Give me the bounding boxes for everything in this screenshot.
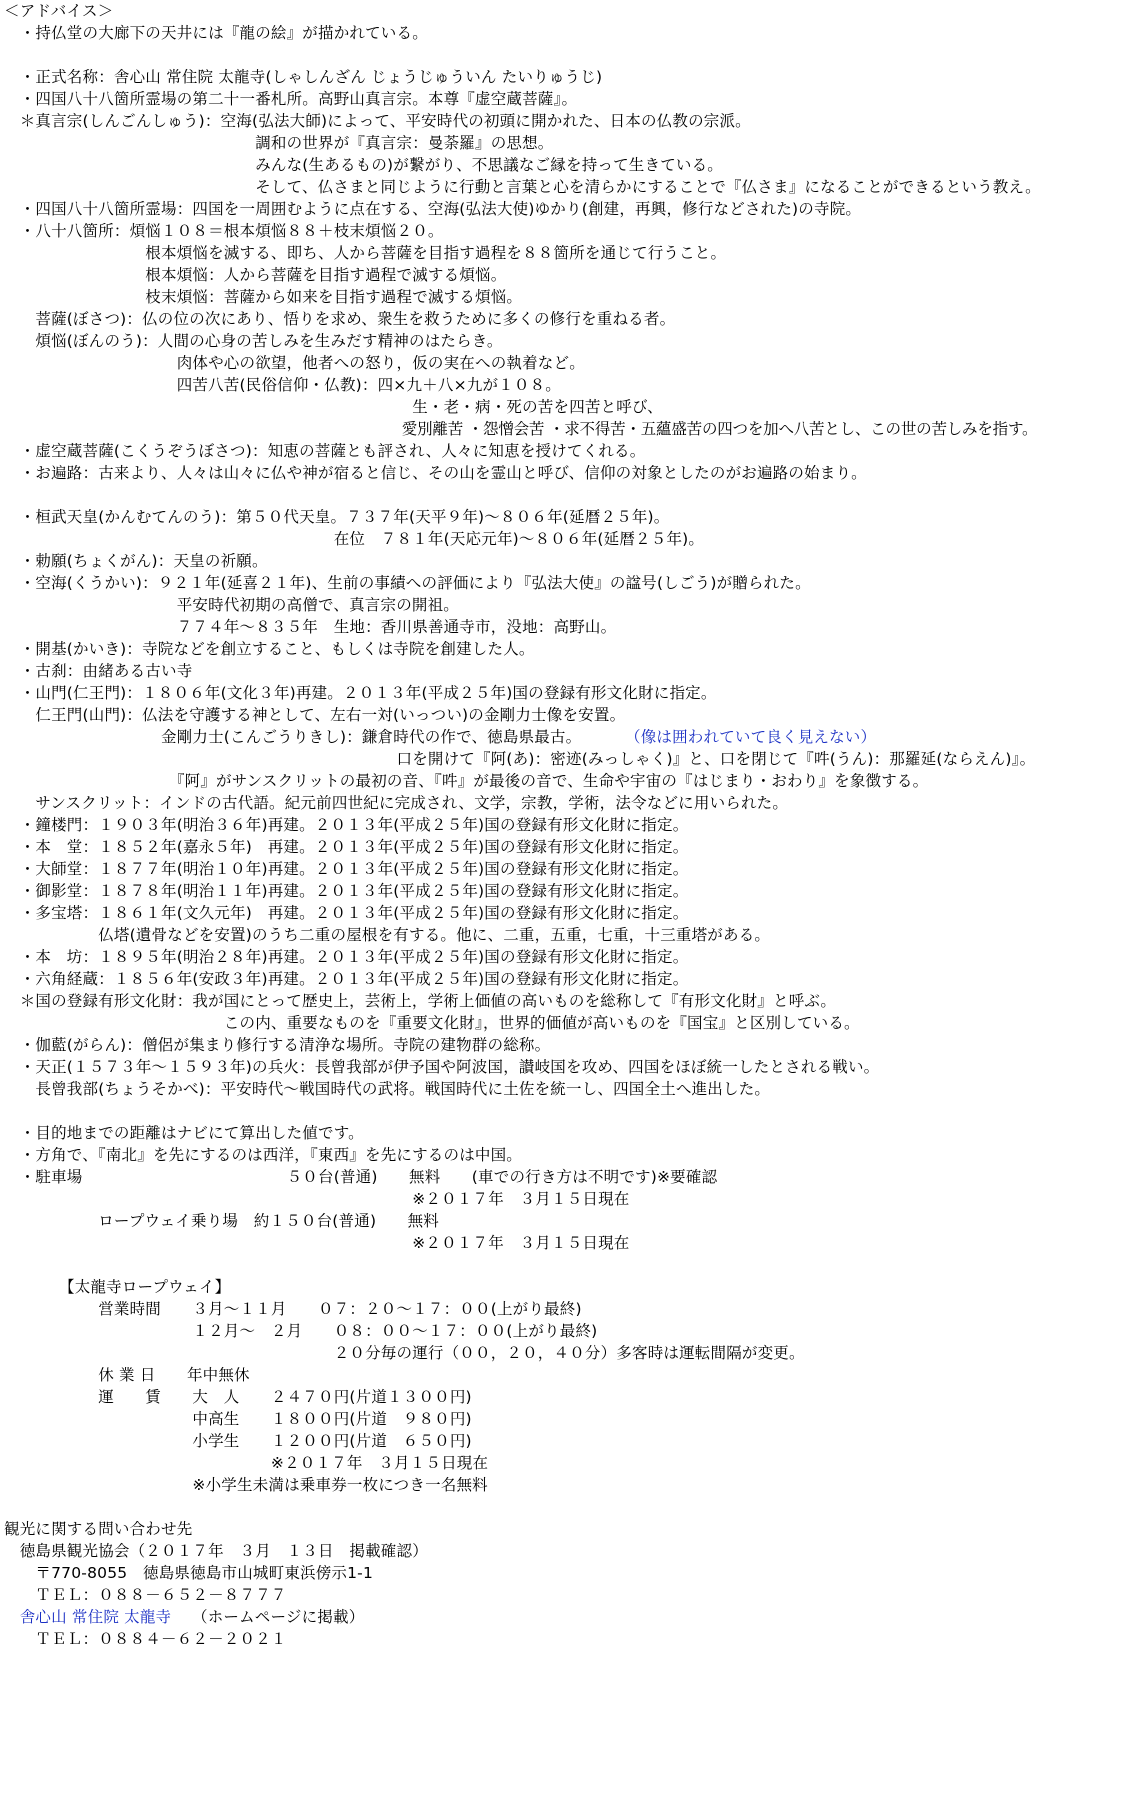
contact-heading: 観光に関する問い合わせ先 xyxy=(4,1520,193,1538)
doc-line: ・持仏堂の大廊下の天井には『龍の絵』が描かれている。 xyxy=(4,24,428,42)
doc-line: ・虚空蔵菩薩(こくうぞうぼさつ)：知恵の菩薩とも評され、人々に知恵を授けてくれる。 xyxy=(4,442,646,460)
doc-line: 愛別離苦 ・怨憎会苦 ・求不得苦・五蘊盛苦の四つを加へ八苦とし、この世の苦しみを指す。 xyxy=(4,420,1038,438)
ropeway-line: 中高生 １８００円(片道 ９８０円) xyxy=(4,1410,472,1428)
contact-line: ＴＥＬ：０８８－６５２－８７７７ xyxy=(4,1586,287,1604)
doc-line: ・八十八箇所：煩悩１０８＝根本煩悩８８＋枝末煩悩２０。 xyxy=(4,222,444,240)
doc-line: ・古刹：由緒ある古い寺 xyxy=(4,662,193,680)
doc-line: 煩悩(ぼんのう)：人間の心身の苦しみを生みだす精神のはたらき。 xyxy=(4,332,503,350)
doc-line: みんな(生あるもの)が繋がり、不思議なご縁を持って生きている。 xyxy=(4,156,723,174)
doc-line: 根本煩悩を滅する、即ち、人から菩薩を目指す過程を８８箇所を通じて行うこと。 xyxy=(4,244,727,262)
ropeway-line: 小学生 １２００円(片道 ６５０円) xyxy=(4,1432,472,1450)
doc-line: ・四国八十八箇所霊場の第二十一番札所。高野山真言宗。本尊『虚空蔵菩薩』。 xyxy=(4,90,578,108)
doc-line: 平安時代初期の高僧で、真言宗の開祖。 xyxy=(4,596,459,614)
parking-line: ・駐車場 ５０台(普通) 無料 (車での行き方は不明です)※要確認 xyxy=(4,1168,718,1186)
ropeway-line: 休 業 日 年中無休 xyxy=(4,1366,250,1384)
doc-line: ・目的地までの距離はナビにて算出した値です。 xyxy=(4,1124,364,1142)
doc-line: ・四国八十八箇所霊場：四国を一周囲むように点在する、空海(弘法大使)ゆかり(創建，再興，修行などされた)の寺院。 xyxy=(4,200,862,218)
doc-line: ・空海(くうかい)：９２１年(延喜２１年)、生前の事績への評価により『弘法大使』の諡号(しごう)が贈られた。 xyxy=(4,574,811,592)
ropeway-line: １２月～ ２月 ０８：００～１７：００(上がり最終) xyxy=(4,1322,598,1340)
doc-line: ・お遍路：古来より、人々は山々に仏や神が宿ると信じ、その山を霊山と呼び、信仰の対象としたのがお遍路の始まり。 xyxy=(4,464,867,482)
doc-line: ・多宝塔：１８６１年(文久元年) 再建。２０１３年(平成２５年)国の登録有形文化財に指定。 xyxy=(4,904,689,922)
doc-line: 口を開けて『阿(あ)：密迹(みっしゃく)』と、口を閉じて『吽(うん)：那羅延(ならえん)』。 xyxy=(4,750,1036,768)
doc-line: 菩薩(ぼさつ)：仏の位の次にあり、悟りを求め、衆生を救うために多くの修行を重ねる者。 xyxy=(4,310,676,328)
doc-line: 仏塔(遺骨などを安置)のうち二重の屋根を有する。他に、二重，五重，七重，十三重塔がある。 xyxy=(4,926,771,944)
parking-line: ※２０１７年 ３月１５日現在 xyxy=(4,1234,630,1252)
doc-line: ・山門(仁王門)：１８０６年(文化３年)再建。２０１３年(平成２５年)国の登録有形文化財に指定。 xyxy=(4,684,717,702)
doc-line: ・鐘楼門：１９０３年(明治３６年)再建。２０１３年(平成２５年)国の登録有形文化財に指定。 xyxy=(4,816,689,834)
ropeway-line: ※小学生未満は乗車券一枚につき一名無料 xyxy=(4,1476,488,1494)
doc-line: 長曾我部(ちょうそかべ)：平安時代～戦国時代の武将。戦国時代に土佐を統一し、四国全土へ進出した。 xyxy=(4,1080,771,1098)
doc-line: 肉体や心の欲望，他者への怒り，仮の実在への執着など。 xyxy=(4,354,585,372)
doc-line: ・御影堂：１８７８年(明治１１年)再建。２０１３年(平成２５年)国の登録有形文化財に指定。 xyxy=(4,882,689,900)
doc-line: ・本 堂：１８５２年(嘉永５年) 再建。２０１３年(平成２５年)国の登録有形文化財に指定。 xyxy=(4,838,689,856)
ropeway-line: 運 賃 大 人 ２４７０円(片道１３００円) xyxy=(4,1388,472,1406)
doc-line: 枝末煩悩：菩薩から如来を目指す過程で滅する煩悩。 xyxy=(4,288,523,306)
doc-line: ＊真言宗(しんごんしゅう)：空海(弘法大師)によって、平安時代の初頭に開かれた、日本の仏教の宗派。 xyxy=(4,112,751,130)
doc-line: 仁王門(山門)：仏法を守護する神として、左右一対(いっつい)の金剛力士像を安置。 xyxy=(4,706,626,724)
doc-line: ・勅願(ちょくがん)：天皇の祈願。 xyxy=(4,552,268,570)
temple-homepage-link[interactable]: 舎心山 常住院 太龍寺 xyxy=(4,1608,172,1626)
doc-line: ・正式名称：舎心山 常住院 太龍寺(しゃしんざん じょうじゅういん たいりゅうじ) xyxy=(4,68,603,86)
ropeway-line: ※２０１７年 ３月１５日現在 xyxy=(4,1454,489,1472)
doc-line: この内、重要なものを『重要文化財』，世界的価値が高いものを『国宝』と区別している。 xyxy=(4,1014,860,1032)
contact-line: ＴＥＬ：０８８４－６２－２０２１ xyxy=(4,1630,287,1648)
doc-line: サンスクリット：インドの古代語。紀元前四世紀に完成され、文学，宗教，学術，法令などに用いられた。 xyxy=(4,794,789,812)
doc-line: 金剛力士(こんごうりきし)：鎌倉時代の作で、徳島県最古。 xyxy=(4,728,582,746)
doc-line: 『阿』がサンスクリットの最初の音、『吽』が最後の音で、生命や宇宙の『はじまり・おわり』を象徴する。 xyxy=(4,772,929,790)
ropeway-line: ２０分毎の運行（００，２０，４０分）多客時は運転間隔が変更。 xyxy=(4,1344,805,1362)
doc-line: ・天正(１５７３年～１５９３年)の兵火：長曾我部が伊予国や阿波国，讃岐国を攻め、四国をほぼ統一したとされる戦い。 xyxy=(4,1058,880,1076)
parking-line: ※２０１７年 ３月１５日現在 xyxy=(4,1190,630,1208)
contact-line: （ホームページに掲載） xyxy=(192,1608,365,1626)
doc-line: 在位 ７８１年(天応元年)～８０６年(延暦２５年)。 xyxy=(4,530,705,548)
doc-line: ・伽藍(がらん)：僧侶が集まり修行する清浄な場所。寺院の建物群の総称。 xyxy=(4,1036,551,1054)
ropeway-line: 営業時間 ３月～１１月 ０７：２０～１７：００(上がり最終) xyxy=(4,1300,582,1318)
doc-line: 生・老・病・死の苦を四苦と呼び、 xyxy=(4,398,663,416)
ropeway-heading: 【太龍寺ロープウェイ】 xyxy=(4,1278,231,1296)
doc-line: ・六角経蔵：１８５６年(安政３年)再建。２０１３年(平成２５年)国の登録有形文化財に指定。 xyxy=(4,970,689,988)
parking-line: ロープウェイ乗り場 約１５０台(普通) 無料 xyxy=(4,1212,440,1230)
doc-line: 根本煩悩：人から菩薩を目指す過程で滅する煩悩。 xyxy=(4,266,507,284)
doc-line: そして、仏さまと同じように行動と言葉と心を清らかにすることで『仏さま』になることができるという教え。 xyxy=(4,178,1041,196)
doc-line: ・方角で、『南北』を先にするのは西洋，『東西』を先にするのは中国。 xyxy=(4,1146,522,1164)
note-statue-enclosed: （像は囲われていて良く見えない） xyxy=(625,728,877,746)
doc-line: ＊国の登録有形文化財：我が国にとって歴史上，芸術上，学術上価値の高いものを総称して『有形文化財』と呼ぶ。 xyxy=(4,992,837,1010)
contact-line: 〒770-8055 徳島県徳島市山城町東浜傍示1-1 xyxy=(4,1564,374,1582)
doc-line: ・大師堂：１８７７年(明治１０年)再建。２０１３年(平成２５年)国の登録有形文化財に指定。 xyxy=(4,860,689,878)
doc-line: 四苦八苦(民俗信仰・仏教)：四×九＋八×九が１０８。 xyxy=(4,376,561,394)
doc-line: ・本 坊：１８９５年(明治２８年)再建。２０１３年(平成２５年)国の登録有形文化財に指定。 xyxy=(4,948,689,966)
section-heading-advice: ＜アドバイス＞ xyxy=(4,2,114,20)
doc-line: ７７４年～８３５年 生地：香川県善通寺市，没地：高野山。 xyxy=(4,618,617,636)
doc-line: 調和の世界が『真言宗：曼荼羅』の思想。 xyxy=(4,134,554,152)
doc-line: ・開基(かいき)：寺院などを創立すること、もしくは寺院を創建した人。 xyxy=(4,640,535,658)
contact-line: 徳島県観光協会（２０１７年 ３月 １３日 掲載確認） xyxy=(4,1542,428,1560)
doc-line: ・桓武天皇(かんむてんのう)：第５０代天皇。７３７年(天平９年)～８０６年(延暦２５年)。 xyxy=(4,508,670,526)
